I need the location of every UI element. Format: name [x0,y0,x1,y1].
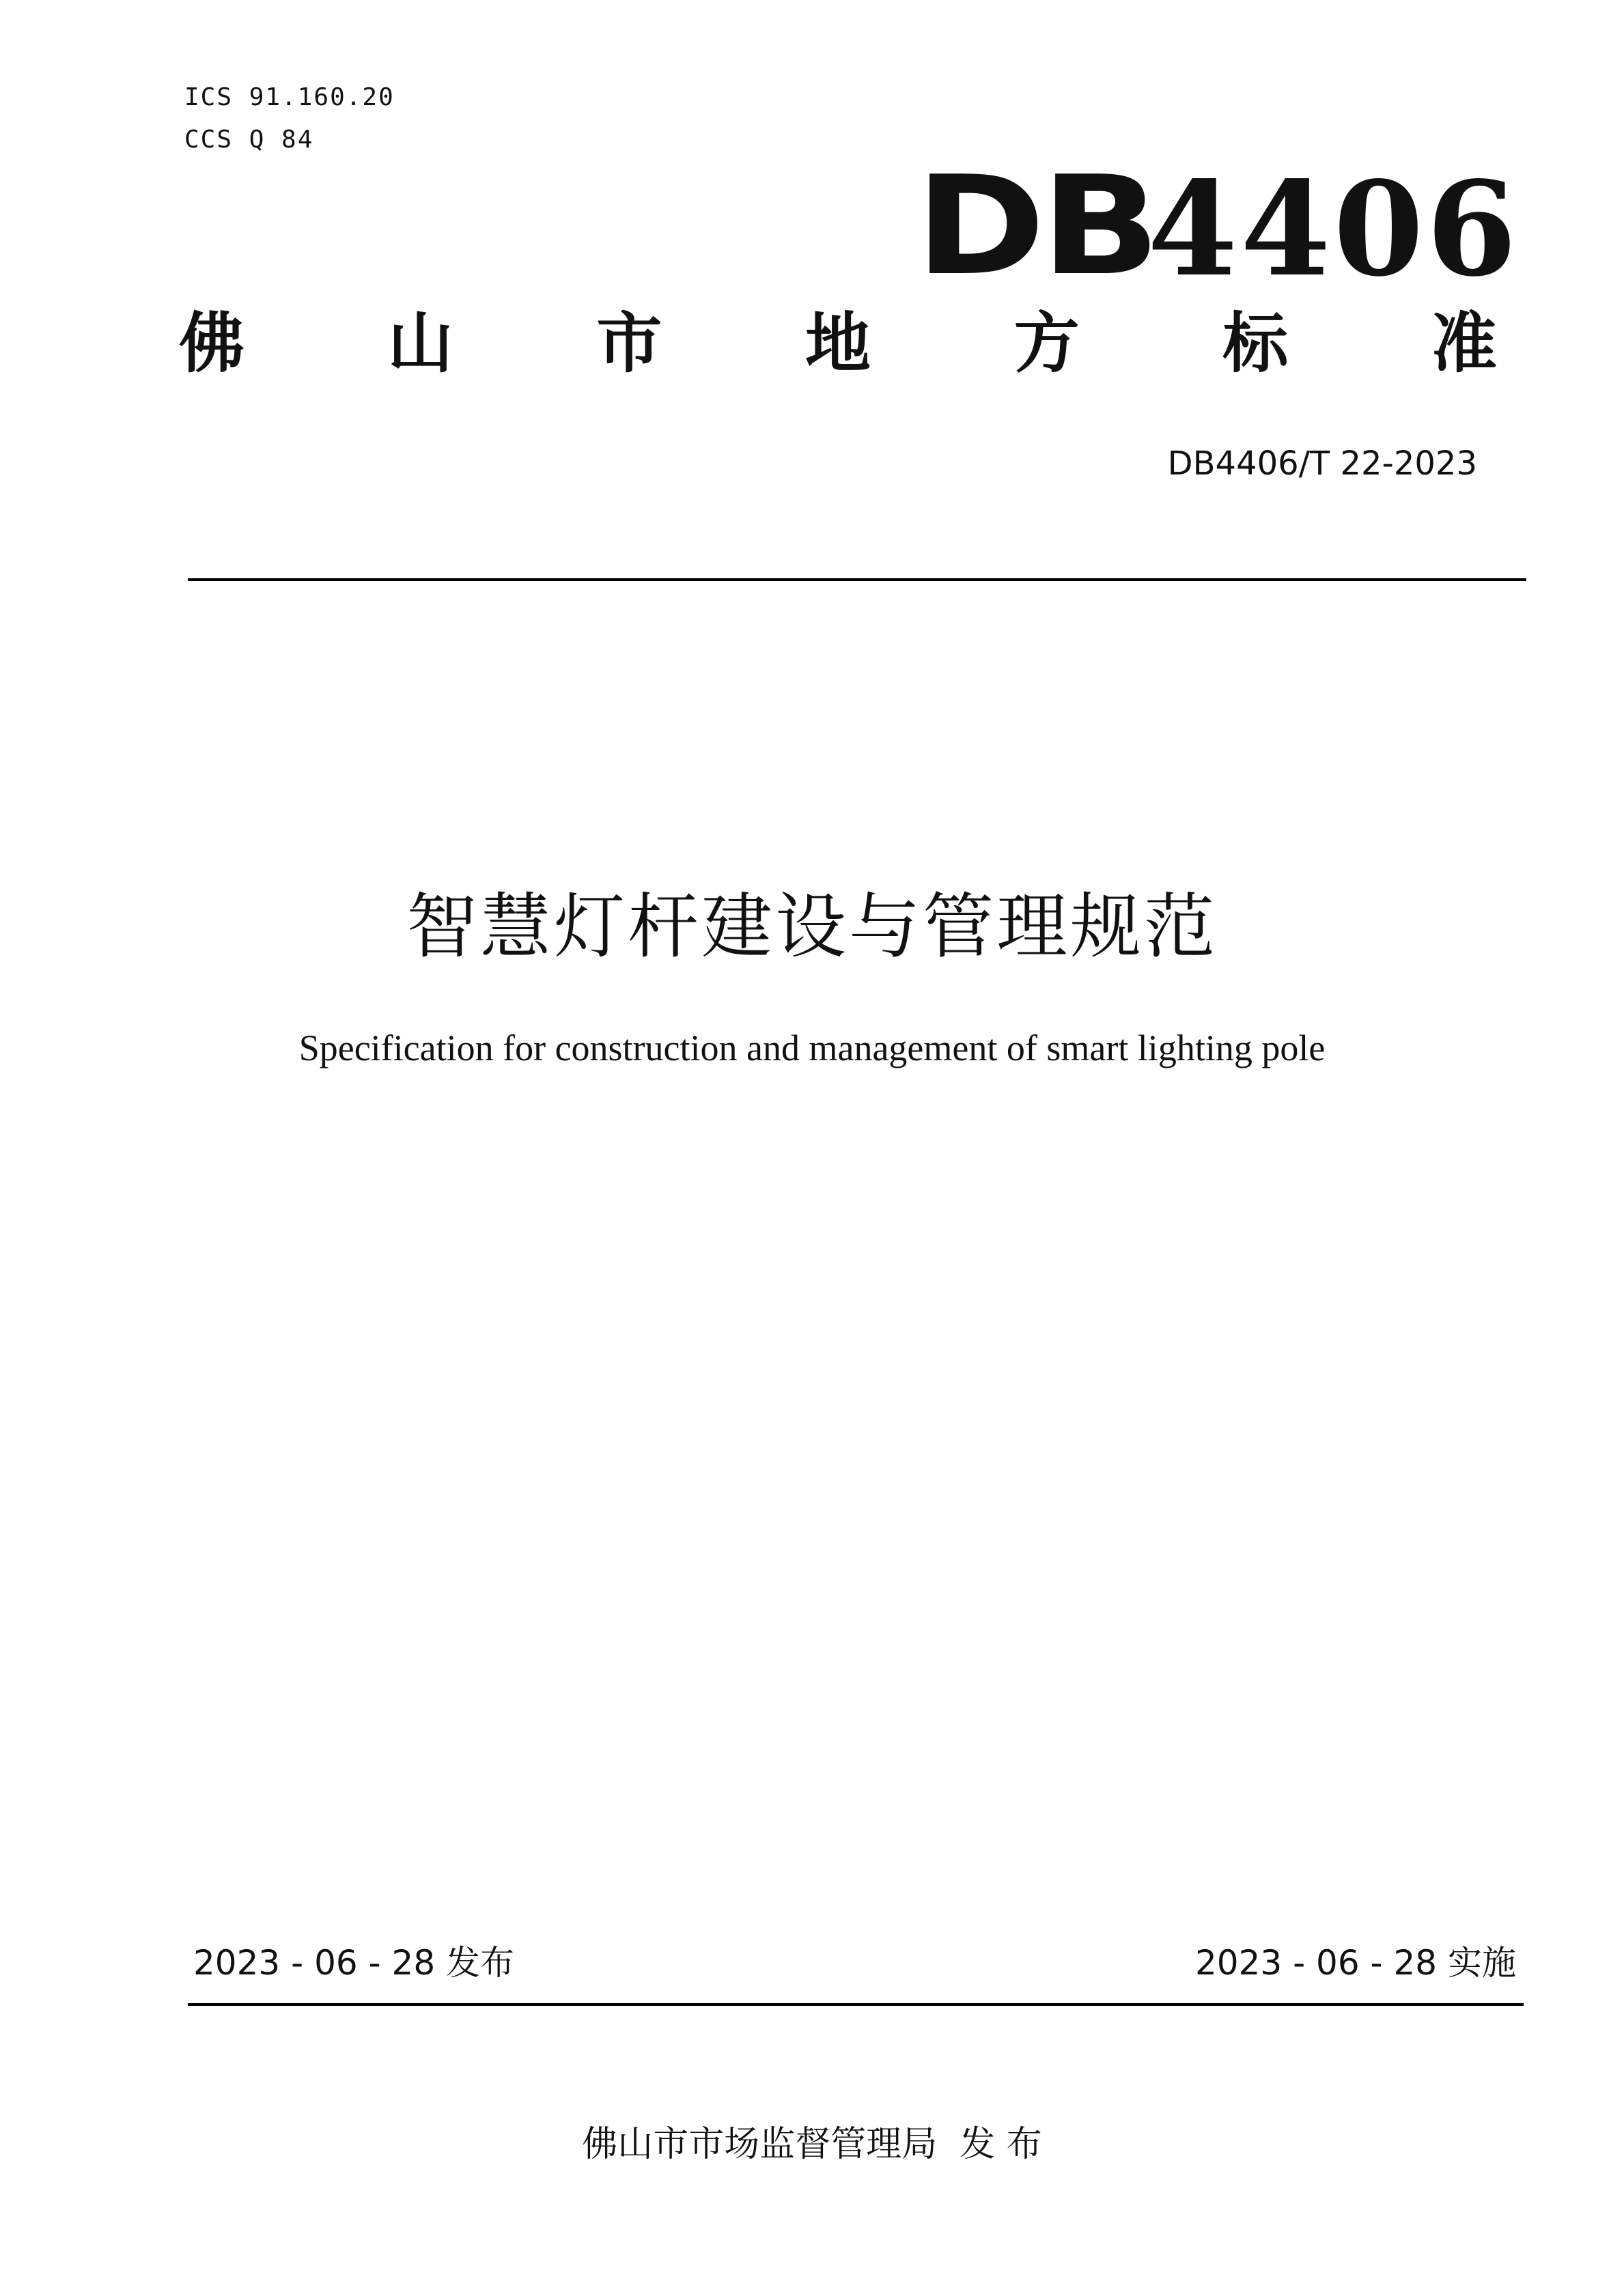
standard-type-heading [179,305,1497,382]
publisher: 佛山市市场监督管理局 发 布 [582,2124,1042,2165]
standard-type-char: 山 [387,305,453,382]
db-logo-code: 4406 [1147,152,1520,305]
ccs-code: CCS Q 84 [184,126,314,154]
standard-type-char: 准 [1431,305,1497,382]
standard-type-char: 佛 [179,305,244,382]
standard-type-char: 标 [1222,305,1289,382]
standard-type-char: 市 [596,305,662,382]
ics-code: ICS 91.160.20 [184,83,395,111]
standard-type-char: 地 [804,305,871,382]
standard-number: DB4406/T 22-2023 [1167,444,1477,483]
db-logo [915,147,1520,306]
date-divider [188,2003,1524,2006]
header-divider [188,578,1526,581]
standard-type-char: 方 [1013,305,1080,382]
implementation-date: 2023 - 06 - 28 实施 [1194,1943,1516,1983]
db-logo-prefix: DB [915,147,1156,306]
issue-date: 2023 - 06 - 28 发布 [193,1943,515,1983]
document-title-english: Specification for construction and management of smart lighting pole [298,1027,1326,1068]
document-title-chinese: 智慧灯杆建设与管理规范 [406,885,1218,968]
